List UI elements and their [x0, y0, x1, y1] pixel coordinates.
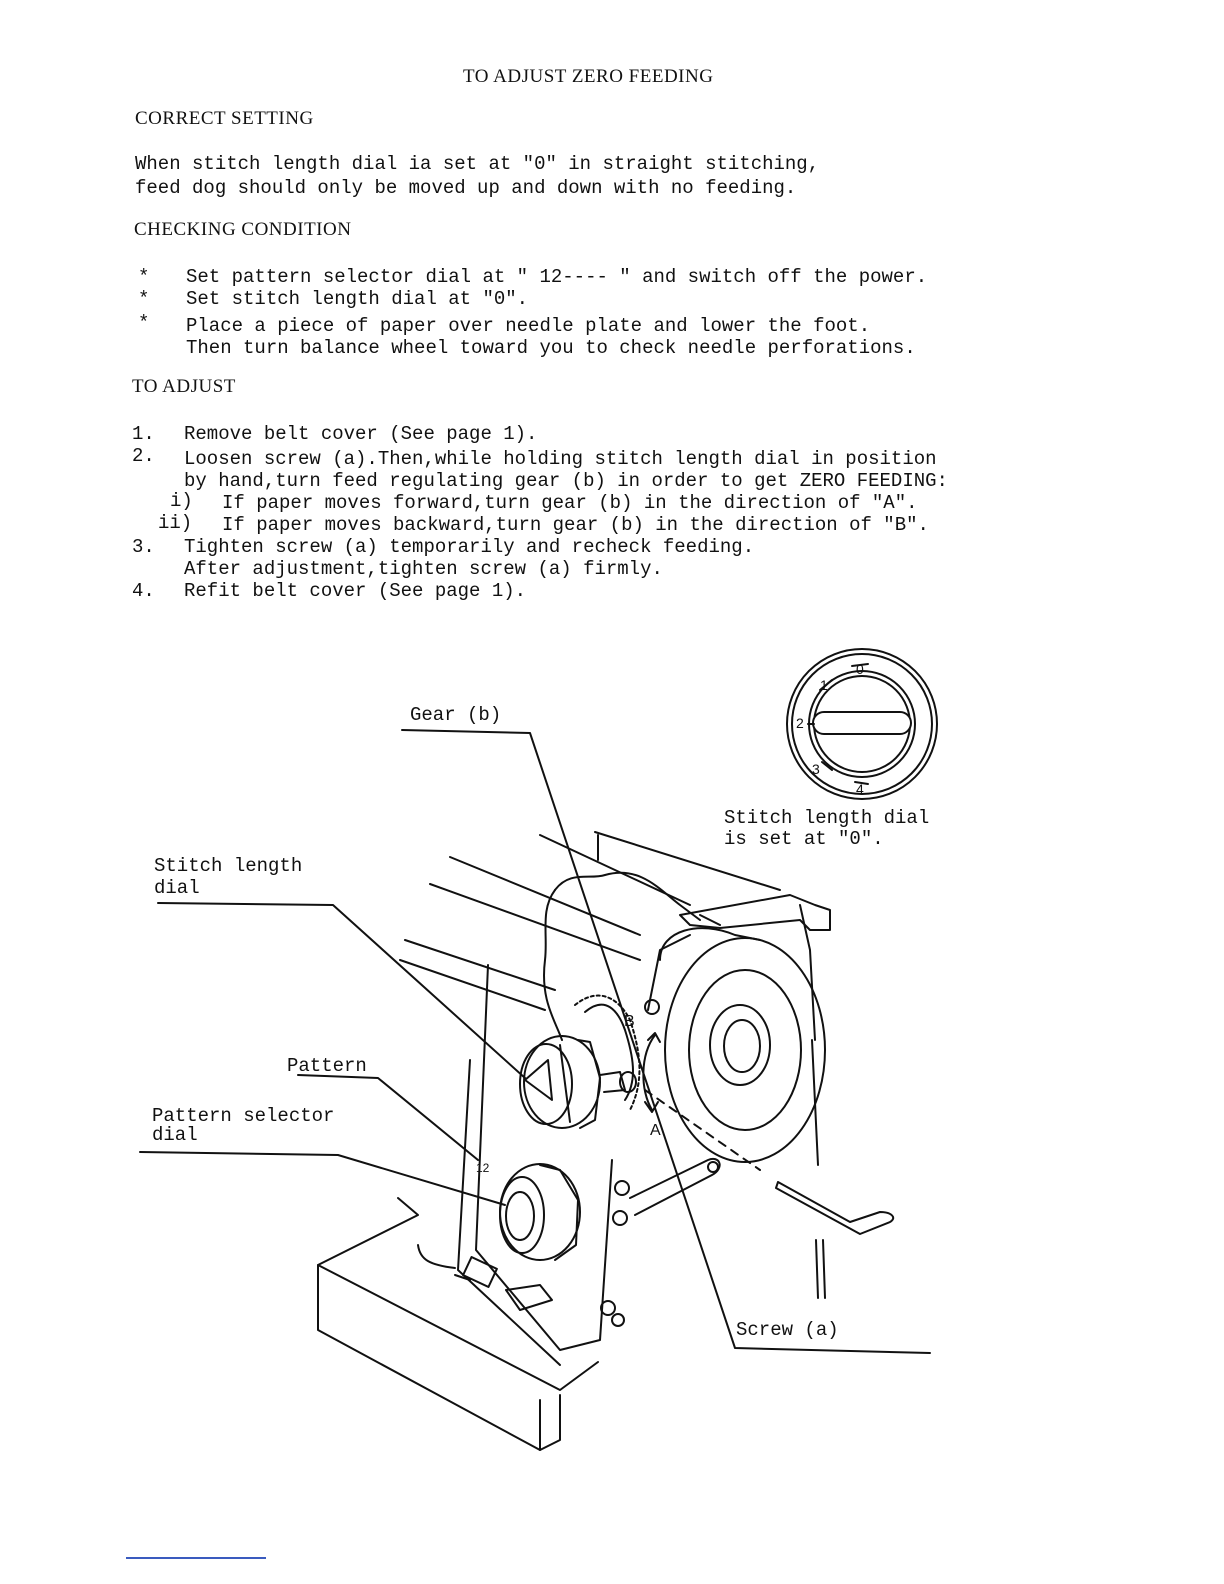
- correct-setting-heading: CORRECT SETTING: [135, 108, 314, 129]
- step-subnumber: i): [170, 490, 193, 512]
- dial-mark-0: 0: [856, 661, 864, 677]
- check-item-2: Set stitch length dial at "0".: [186, 288, 529, 310]
- step-2-cont: by hand,turn feed regulating gear (b) in order to get ZERO FEEDING:: [184, 470, 948, 492]
- dial-mark-4: 4: [856, 781, 864, 797]
- leader-pattern-selector: [140, 1152, 505, 1205]
- checking-condition-heading: CHECKING CONDITION: [134, 219, 352, 240]
- check-item-3: Place a piece of paper over needle plate and lower the foot.: [186, 315, 871, 337]
- step-1: Remove belt cover (See page 1).: [184, 423, 538, 445]
- leader-stitch-length: [158, 903, 525, 1078]
- pulley: [648, 928, 825, 1162]
- step-4: Refit belt cover (See page 1).: [184, 580, 527, 602]
- step-3: Tighten screw (a) temporarily and recheck feeding.: [184, 536, 755, 558]
- footer-rule: [126, 1557, 266, 1559]
- step-2-i: If paper moves forward,turn gear (b) in the direction of "A".: [222, 492, 918, 514]
- step-2: Loosen screw (a).Then,while holding stitch length dial in position: [184, 448, 937, 470]
- step-number: 2.: [132, 445, 155, 467]
- bullet-marker: *: [138, 312, 150, 334]
- step-subnumber: ii): [158, 512, 193, 534]
- label-stitch-dial-note-2: is set at "0".: [724, 828, 884, 850]
- dial-mark-3: 3: [812, 761, 820, 777]
- check-item-1: Set pattern selector dial at " 12---- " and switch off the power.: [186, 266, 928, 288]
- leader-pattern: [298, 1075, 478, 1160]
- step-number: 1.: [132, 423, 155, 445]
- label-pattern: Pattern: [287, 1055, 367, 1077]
- label-stitch-dial-note-1: Stitch length dial: [724, 807, 930, 829]
- label-gear-b: Gear (b): [410, 704, 502, 726]
- step-number: 3.: [132, 536, 155, 558]
- correct-setting-line-1: When stitch length dial ia set at "0" in straight stitching,: [135, 153, 820, 175]
- step-2-ii: If paper moves backward,turn gear (b) in the direction of "B".: [222, 514, 929, 536]
- pattern-selector-knob: [500, 1164, 580, 1260]
- machine-body: [318, 832, 830, 1450]
- dial-mark-1: 1: [820, 677, 828, 693]
- label-stitch-length-2: dial: [154, 877, 200, 899]
- bullet-marker: *: [138, 288, 150, 310]
- label-pattern-selector-1: Pattern selector: [152, 1105, 335, 1127]
- correct-setting-line-2: feed dog should only be moved up and down with no feeding.: [135, 177, 797, 199]
- stitch-length-knob: [520, 1036, 636, 1128]
- direction-b-label: B: [624, 1013, 635, 1030]
- label-pattern-selector-2: dial: [152, 1124, 198, 1146]
- step-3-cont: After adjustment,tighten screw (a) firmly.: [184, 558, 663, 580]
- dial-mark-2: 2: [796, 715, 804, 731]
- page-title: TO ADJUST ZERO FEEDING: [463, 66, 714, 87]
- check-item-3-cont: Then turn balance wheel toward you to check needle perforations.: [186, 337, 916, 359]
- label-stitch-length-1: Stitch length: [154, 855, 303, 877]
- label-screw-a: Screw (a): [736, 1319, 839, 1341]
- direction-a-label: A: [650, 1122, 661, 1139]
- to-adjust-heading: TO ADJUST: [132, 376, 236, 397]
- pattern-mark: 12: [476, 1161, 490, 1175]
- bullet-marker: *: [138, 266, 150, 288]
- step-number: 4.: [132, 580, 155, 602]
